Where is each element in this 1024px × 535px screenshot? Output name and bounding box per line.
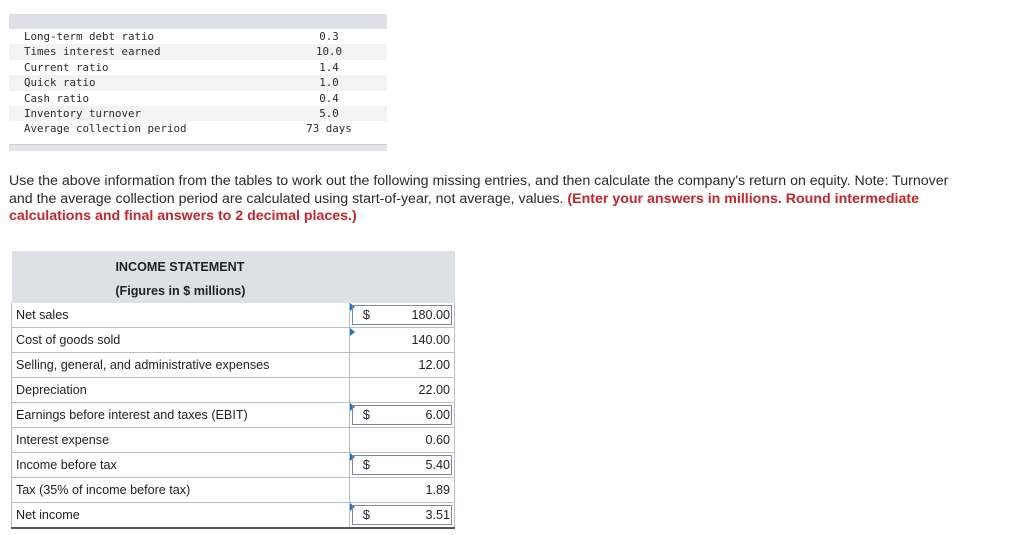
input-flag-icon — [350, 328, 355, 336]
ratio-label: Average collection period — [24, 122, 187, 136]
header-spacer — [349, 251, 454, 279]
row-label: Earnings before interest and taxes (EBIT) — [12, 403, 350, 428]
answer-value: 6.00 — [425, 408, 450, 422]
ratio-label: Cash ratio — [24, 91, 90, 105]
answer-cell[interactable] — [349, 453, 454, 478]
income-statement-row — [12, 428, 455, 453]
answer-cell[interactable] — [349, 353, 454, 378]
answer-input[interactable] — [351, 504, 453, 526]
answer-cell[interactable] — [349, 403, 454, 428]
row-label: Cost of goods sold — [12, 328, 350, 353]
income-statement-row — [12, 353, 455, 378]
answer-input[interactable] — [351, 304, 453, 326]
row-label: Income before tax — [12, 453, 350, 478]
answer-input[interactable] — [351, 479, 453, 501]
ratio-value: 5.0 — [319, 106, 339, 120]
answer-cell[interactable] — [349, 303, 454, 328]
income-statement-row — [12, 503, 455, 529]
ratio-row — [9, 29, 387, 44]
instructions-emphasis: (Enter your answers in millions. Round intermediate calculations and final answers to 2 decimal places.) — [9, 190, 919, 224]
answer-value: 22.00 — [418, 383, 450, 397]
ratio-label: Current ratio — [24, 60, 109, 74]
answer-cell[interactable] — [349, 328, 454, 353]
answer-cell[interactable] — [349, 478, 454, 503]
ratio-table-header — [9, 14, 387, 29]
answer-input[interactable] — [351, 354, 453, 376]
ratio-value: 73 days — [306, 122, 352, 136]
income-statement-row — [12, 478, 455, 503]
row-label: Tax (35% of income before tax) — [12, 478, 350, 503]
income-statement-title: INCOME STATEMENT — [115, 259, 245, 274]
subheader-spacer — [349, 279, 454, 303]
ratio-label: Inventory turnover — [24, 106, 142, 120]
answer-value: 180.00 — [411, 308, 450, 322]
ratio-table — [9, 14, 387, 151]
income-statement-subheader — [12, 279, 455, 303]
row-label: Net income — [12, 503, 350, 529]
answer-input[interactable] — [351, 429, 453, 451]
ratio-label: Quick ratio — [24, 76, 96, 90]
answer-cell[interactable] — [349, 503, 454, 529]
income-statement-body — [12, 303, 455, 528]
income-statement-header — [12, 251, 455, 279]
ratio-row — [9, 75, 387, 90]
answer-value: 140.00 — [411, 333, 450, 347]
ratio-table-footer — [9, 144, 387, 151]
answer-value: 5.40 — [425, 458, 450, 472]
instructions — [9, 173, 969, 226]
ratio-label: Long-term debt ratio — [24, 30, 155, 43]
answer-cell[interactable] — [349, 378, 454, 403]
income-statement-row — [12, 378, 455, 403]
currency-symbol: $ — [362, 308, 370, 322]
ratio-value: 0.3 — [319, 30, 339, 43]
ratio-row — [9, 121, 387, 136]
ratio-row — [9, 44, 387, 59]
answer-input[interactable] — [351, 329, 453, 351]
income-statement-subtitle: (Figures in $ millions) — [115, 284, 246, 298]
row-label: Interest expense — [12, 428, 350, 453]
ratio-value: 1.0 — [319, 76, 339, 90]
income-statement-row — [12, 303, 455, 328]
row-label: Depreciation — [12, 378, 350, 403]
answer-input[interactable] — [351, 379, 453, 401]
currency-symbol: $ — [362, 508, 370, 522]
ratio-row — [9, 60, 387, 75]
income-statement-table — [11, 251, 455, 529]
answer-input[interactable] — [351, 454, 453, 476]
ratio-label: Times interest earned — [24, 45, 161, 59]
currency-symbol: $ — [362, 458, 370, 472]
ratio-value: 0.4 — [319, 91, 339, 105]
answer-cell[interactable] — [349, 428, 454, 453]
answer-value: 0.60 — [425, 433, 450, 447]
currency-symbol: $ — [362, 408, 370, 422]
income-statement-row — [12, 453, 455, 478]
answer-input[interactable] — [351, 404, 453, 426]
ratio-rows — [9, 29, 387, 137]
answer-value: 1.89 — [425, 483, 450, 497]
instructions-text: Use the above information from the tables to work out the following missing entries, and then calculate the company's return on equity. Note: Turnover and the average collection period are calculated using start-of-year, not average, values. — [9, 173, 949, 207]
answer-value: 12.00 — [418, 358, 450, 372]
row-label: Net sales — [12, 303, 350, 328]
ratio-value: 10.0 — [315, 45, 342, 59]
income-statement-row — [12, 403, 455, 428]
income-statement-row — [12, 328, 455, 353]
answer-value: 3.51 — [425, 508, 450, 522]
ratio-row — [9, 91, 387, 106]
ratio-value: 1.4 — [319, 60, 339, 74]
ratio-row — [9, 106, 387, 121]
row-label: Selling, general, and administrative expenses — [12, 353, 350, 378]
